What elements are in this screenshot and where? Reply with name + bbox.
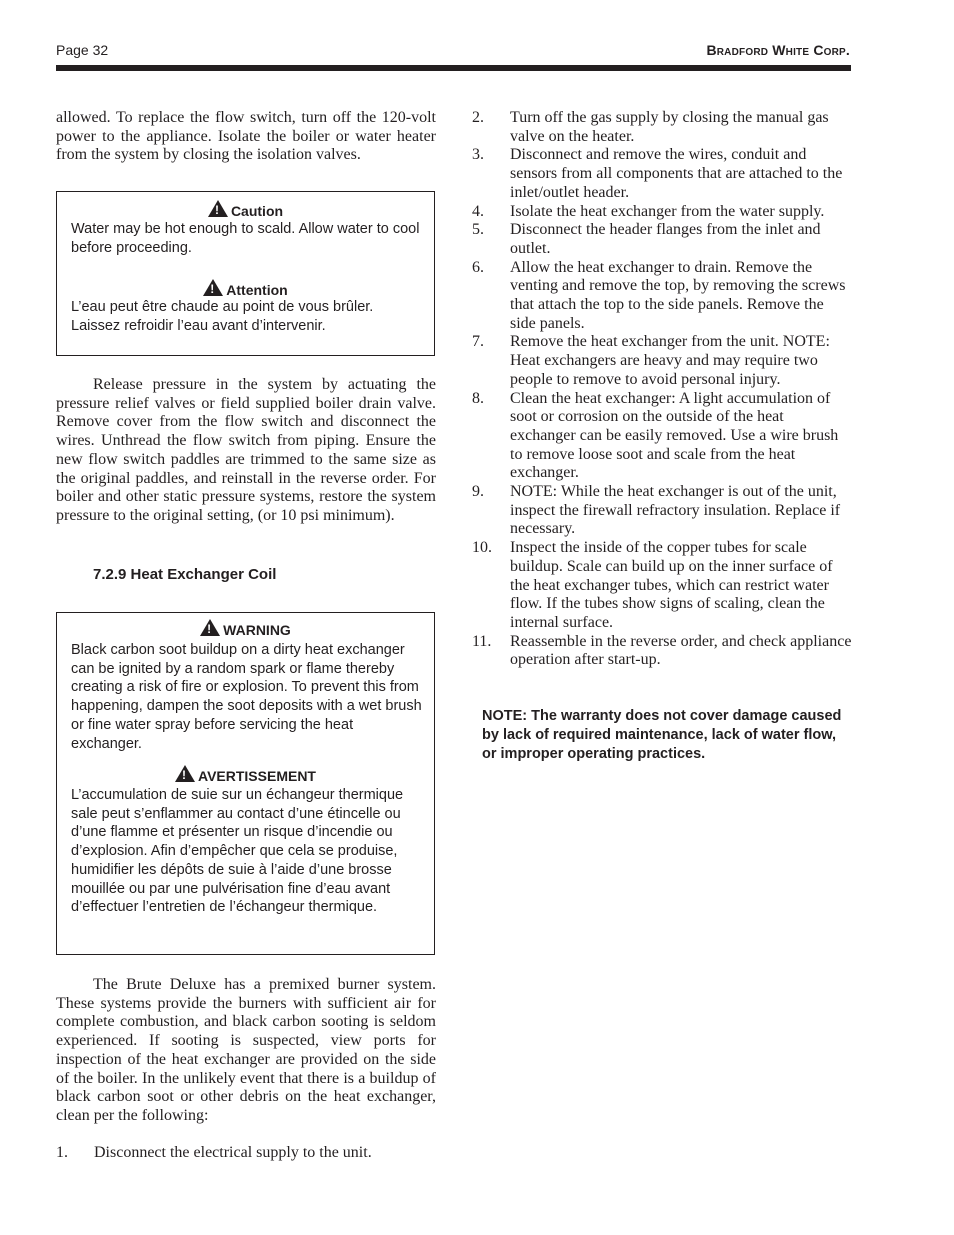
caution-title: Caution xyxy=(230,203,284,219)
page-number: Page 32 xyxy=(56,42,109,58)
header-rule xyxy=(56,65,851,71)
warning-triangle-icon xyxy=(200,619,220,636)
step-text: Allow the heat exchanger to drain. Remove the venting and remove the top, by removing the screws that attach the top to the side panels. Remove the side panels. xyxy=(510,258,846,332)
company-name: Bradford White Corp. xyxy=(706,42,850,58)
caution-box xyxy=(56,191,435,356)
list-item xyxy=(472,633,852,670)
step-text: Disconnect the electrical supply to the unit. xyxy=(94,1144,372,1161)
avertissement-heading xyxy=(57,765,434,784)
caution-heading xyxy=(57,200,434,219)
list-item xyxy=(472,333,852,389)
step-text: Reassemble in the reverse order, and check appliance operation after start-up. xyxy=(510,632,852,669)
caution-text: Water may be hot enough to scald. Allow water to cool before proceeding. xyxy=(71,221,420,256)
attention-title: Attention xyxy=(226,282,288,298)
step-number: 6. xyxy=(472,258,484,276)
list-item xyxy=(472,203,852,222)
warning-text: Black carbon soot buildup on a dirty heat exchanger can be ignited by a random spark or flame thereby creating a risk of fire or explosion. To prevent this from happening, dampen the soot deposits with a wet brush or fine water spray before servicing the heat exchanger. xyxy=(71,642,422,752)
step-number: 11. xyxy=(472,632,492,650)
step-text: Turn off the gas supply by closing the manual gas valve on the heater. xyxy=(510,109,829,145)
list-item xyxy=(56,1144,436,1163)
warning-triangle-icon xyxy=(203,279,223,296)
step-text: Clean the heat exchanger: A light accumulation of soot or corrosion on the outside of the heat exchanger can be easily removed. Use a wire brush to remove loose soot and scale from the heat exchanger. xyxy=(510,389,839,482)
list-item xyxy=(472,390,852,484)
list-item xyxy=(472,483,852,539)
warning-triangle-icon xyxy=(208,200,228,217)
paragraph-release-pressure: Release pressure in the system by actuating the pressure relief valves or field supplied boiler drain valve. Remove cover from the flow switch and disconnect the wires. Unthread the flow switch from piping. Ensure the new flow switch paddles are trimmed to the same size as the original paddles, and reinstall in the reverse order. For boiler and other static pressure systems, restore the system pressure to the original setting, (or 10 psi minimum). xyxy=(56,376,436,524)
step-number: 3. xyxy=(472,146,484,164)
warning-title: WARNING xyxy=(223,622,291,638)
step-number: 2. xyxy=(472,109,484,126)
step-text: Inspect the inside of the copper tubes for scale buildup. Scale can build up on the inner surface of the heat exchanger tubes, which can restrict water flow. If the tubes show signs of scaling, clean the internal surface. xyxy=(510,539,833,631)
paragraph-brute-deluxe: The Brute Deluxe has a premixed burner system. These systems provide the burners with sufficient air for complete combustion, and black carbon sooting is seldom experienced. If sooting is suspected, view ports for inspection of the heat exchanger are provided on the side of the boiler. In the unlikely event that there is a buildup of black carbon soot or other debris on the heat exchanger, clean per the following: xyxy=(56,976,436,1124)
step-text: Disconnect and remove the wires, conduit and sensors from all components that are attached to the inlet/outlet header. xyxy=(510,146,843,201)
warranty-note: NOTE: The warranty does not cover damage caused by lack of required maintenance, lack of water flow, or improper operating practices. xyxy=(482,708,842,762)
list-item xyxy=(472,221,852,258)
section-heading: 7.2.9 Heat Exchanger Coil xyxy=(93,566,277,583)
step-number: 10. xyxy=(472,539,492,557)
avertissement-text: L’accumulation de suie sur un échangeur thermique sale peut s’enflammer au contact d’une étincelle ou d’une flamme et présenter un risque d’incendie ou d’explosion. Afin d’empêcher que cela se produise, humidifier les dépôts de suie à l’aide d’une brosse mouillée ou par une pulvérisation fine d’eau avant d’effectuer l’entretien de l’échangeur thermique. xyxy=(71,787,404,916)
list-item xyxy=(472,539,852,633)
step-number: 9. xyxy=(472,483,484,501)
list-item xyxy=(472,259,852,334)
step-text: NOTE: While the heat exchanger is out of the unit, inspect the firewall refractory insulation. Replace if necessary. xyxy=(510,483,841,538)
list-item xyxy=(472,146,852,202)
step-number: 5. xyxy=(472,221,484,239)
attention-text: L’eau peut être chaude au point de vous brûler. Laissez refroidir l’eau avant d’intervenir. xyxy=(71,299,374,334)
step-number: 4. xyxy=(472,202,484,220)
step-text: Isolate the heat exchanger from the water supply. xyxy=(510,202,825,220)
step-number: 1. xyxy=(56,1144,68,1161)
list-item xyxy=(472,109,852,146)
maintenance-steps-list xyxy=(472,109,852,670)
step-number: 7. xyxy=(472,333,484,351)
warning-heading xyxy=(57,619,434,638)
step-text: Disconnect the header flanges from the inlet and outlet. xyxy=(510,221,821,257)
avertissement-title: AVERTISSEMENT xyxy=(198,768,316,784)
warning-box xyxy=(56,612,435,955)
paragraph-flow-switch: allowed. To replace the flow switch, turn off the 120-volt power to the appliance. Isolate the boiler or water heater from the system by closing the isolation valves. xyxy=(56,109,436,164)
step-text: Remove the heat exchanger from the unit. NOTE: Heat exchangers are heavy and may require two people to remove to avoid personal injury. xyxy=(510,333,830,388)
step-number: 8. xyxy=(472,389,484,407)
attention-heading xyxy=(57,279,434,298)
warning-triangle-icon xyxy=(175,765,195,782)
